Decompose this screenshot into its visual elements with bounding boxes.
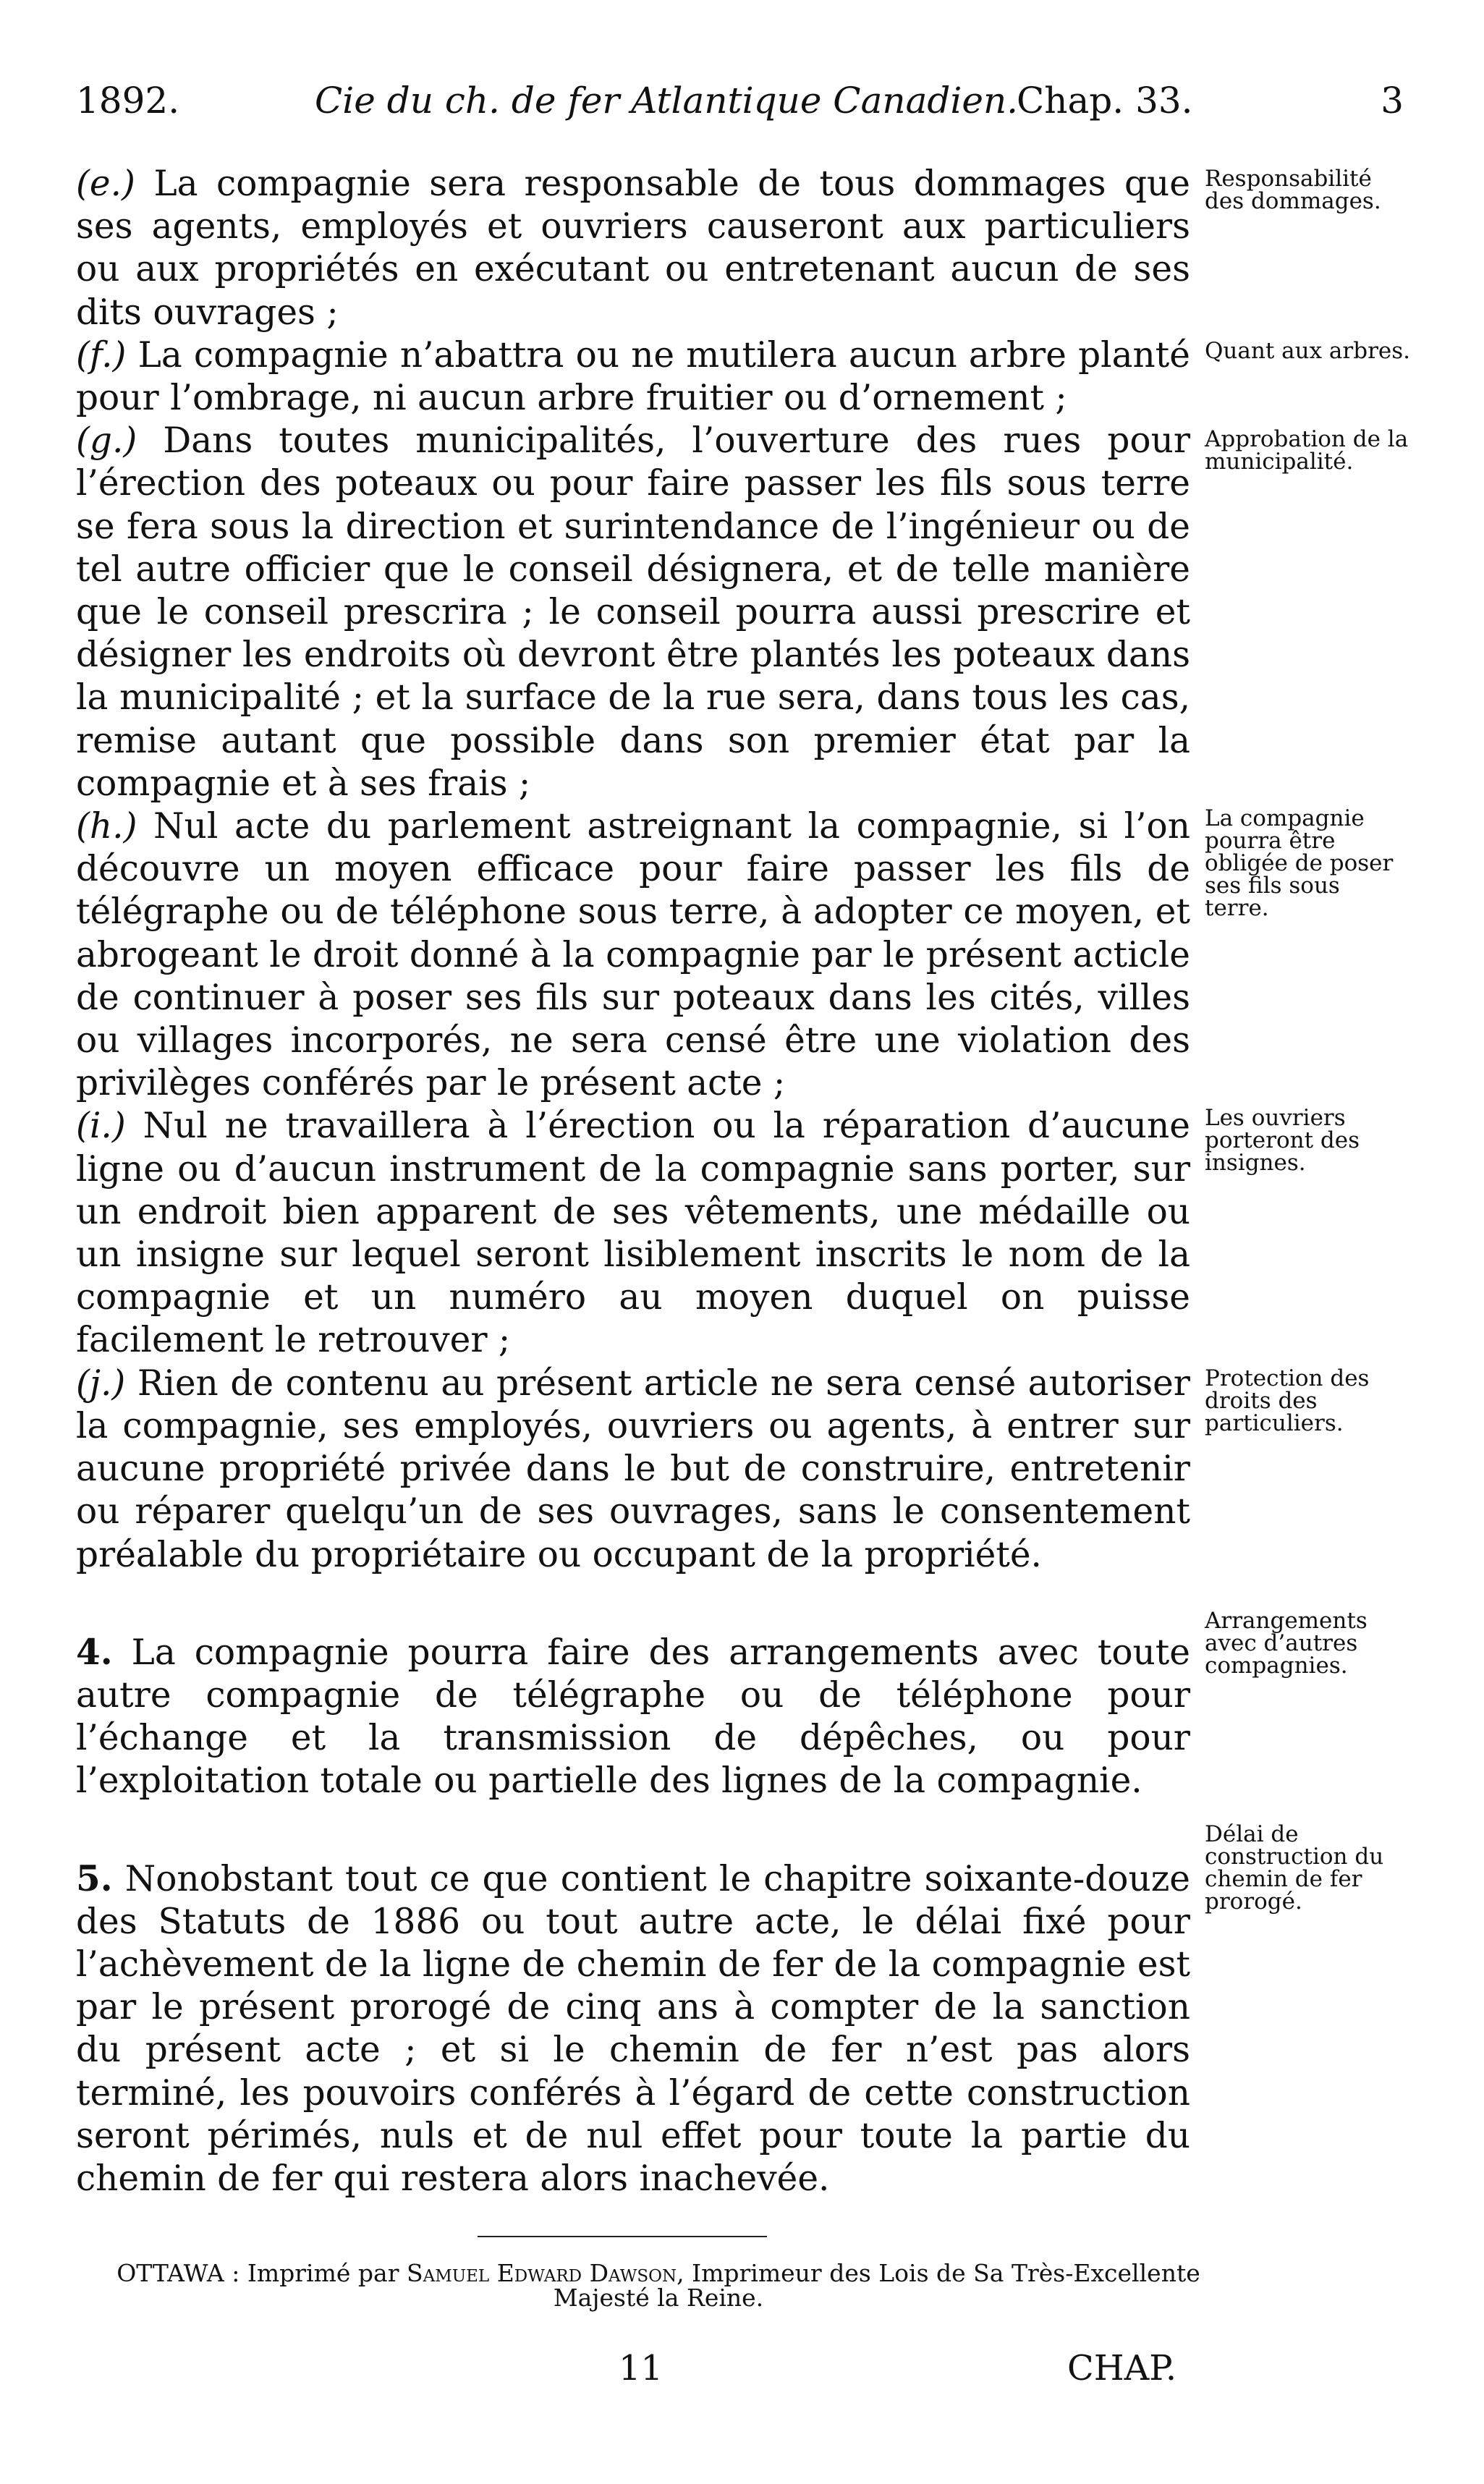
paragraph-j	[76, 1362, 1190, 1577]
sidenote-insignes: Les ouvriers porteront des insignes.	[1205, 1105, 1360, 1176]
section-text: La compagnie pourra faire des arrangements avec toute autre compagnie de télégraphe ou de téléphone pour l’échange et la transmission de dépêches, ou pour l’exploitation totale ou partielle des lignes de la compagnie.	[76, 1632, 1190, 1802]
paragraph-g	[76, 420, 1190, 805]
sidenote-protection: Protection des droits des particuliers.	[1205, 1365, 1370, 1436]
header-title: Cie du ch. de fer Atlantique Canadien.	[315, 80, 1019, 122]
section-4	[76, 1631, 1190, 1803]
paragraph-h	[76, 805, 1190, 1105]
paragraph-text: Rien de contenu au présent article ne sera censé autoriser la compagnie, ses employés, ouvriers ou agents, à entrer sur aucune propriété privée dans le but de construire, entretenir ou réparer quelqu’un de ses ouvrages, sans le consentement préalable du propriétaire ou occupant de la propriété.	[76, 1362, 1190, 1575]
signature-mark: 11	[619, 2348, 663, 2388]
paragraph-text: Nul acte du parlement astreignant la compagnie, si l’on découvre un moyen efficace pour faire passer les fils de télégraphe ou de téléphone sous terre, à adopter ce moyen, et abrogeant le droit donné à la compagnie par le présent acticle de continuer à poser ses fils sur poteaux dans les cités, villes ou villages incorporés, ne sera censé être une violation des privilèges conférés par le présent acte ;	[76, 806, 1190, 1104]
sidenote-arbres: Quant aux arbres.	[1205, 338, 1410, 364]
running-header	[76, 80, 1404, 130]
paragraph-lead: (h.)	[76, 806, 137, 847]
imprint-printer: Samuel Edward Dawson	[406, 2259, 677, 2287]
header-chapter: Chap. 33.	[1017, 80, 1193, 122]
header-page-number: 3	[1381, 80, 1404, 122]
section-text: Nonobstant tout ce que contient le chapitre soixante-douze des Statuts de 1886 ou tout autre acte, le délai fixé pour l’achèvement de la ligne de chemin de fer de la compagnie est par le présent prorogé de cinq ans à compter de la sanction du présent acte ; et si le chemin de fer n’est pas alors terminé, les pouvoirs conférés à l’égard de cette construction seront périmés, nuls et de nul effet pour toute la partie du chemin de fer qui restera alors inachevée.	[76, 1858, 1190, 2199]
paragraph-lead: (f.)	[76, 334, 127, 376]
imprint-prefix: OTTAWA : Imprimé par	[116, 2259, 407, 2287]
section-number: 4.	[76, 1631, 113, 1673]
sidenote-approbation: Approbation de la municipalité.	[1205, 426, 1409, 475]
paragraph-lead: (e.)	[76, 164, 135, 204]
paragraph-text: Dans toutes municipalités, l’ouverture des rues pour l’érection des poteaux ou pour faire passer les fils sous terre se fera sous la direction et surintendance de l’ingénieur ou de tel autre officier que le conseil désignera, et de telle manière que le conseil prescrira ; le conseil pourra aussi prescrire et désigner les endroits où devront être plantés les poteaux dans la municipalité ; et la surface de la rue sera, dans tous les cas, remise autant que possible dans son premier état par la compagnie et à ses frais ;	[76, 420, 1190, 804]
sidenote-fils-sous-terre: La compagnie pourra être obligée de poser ses fils sous terre.	[1205, 805, 1394, 921]
printer-imprint	[94, 2261, 1223, 2310]
paragraph-lead: (g.)	[76, 420, 137, 462]
section-5	[76, 1857, 1190, 2201]
section-number: 5.	[76, 1857, 113, 1899]
paragraph-lead: (i.)	[76, 1106, 126, 1147]
paragraph-text: La compagnie n’abattra ou ne mutilera aucun arbre planté pour l’ombrage, ni aucun arbre fruitier ou d’ornement ;	[76, 334, 1190, 419]
paragraph-e	[76, 163, 1190, 334]
paragraph-text: La compagnie sera responsable de tous dommages que ses agents, employés et ouvriers causeront aux particuliers ou aux propriétés en exécutant ou entretenant aucun de ses dits ouvrages ;	[76, 164, 1190, 333]
sidenote-delai: Délai de construction du chemin de fer prorogé.	[1205, 1821, 1384, 1915]
imprint-suffix: , Imprimeur des Lois de Sa Très-Excellente Majesté la Reine.	[553, 2259, 1200, 2312]
header-year: 1892.	[76, 80, 180, 122]
sidenote-arrangements: Arrangements avec d’autres compagnies.	[1205, 1608, 1368, 1679]
sidenote-responsabilite: Responsabilité des dommages.	[1205, 166, 1381, 214]
paragraph-text: Nul ne travaillera à l’érection ou la réparation d’aucune ligne ou d’aucun instrument de la compagnie sans porter, sur un endroit bien apparent de ses vêtements, une médaille ou un insigne sur lequel seront lisiblement inscrits le nom de la compagnie et un numéro au moyen duquel on puisse facilement le retrouver ;	[76, 1106, 1190, 1361]
footer-divider	[478, 2236, 767, 2237]
paragraph-lead: (j.)	[76, 1362, 126, 1404]
paragraph-i	[76, 1105, 1190, 1362]
catchword: CHAP.	[1067, 2348, 1177, 2388]
paragraph-f	[76, 334, 1190, 420]
body-text	[76, 163, 1190, 2200]
